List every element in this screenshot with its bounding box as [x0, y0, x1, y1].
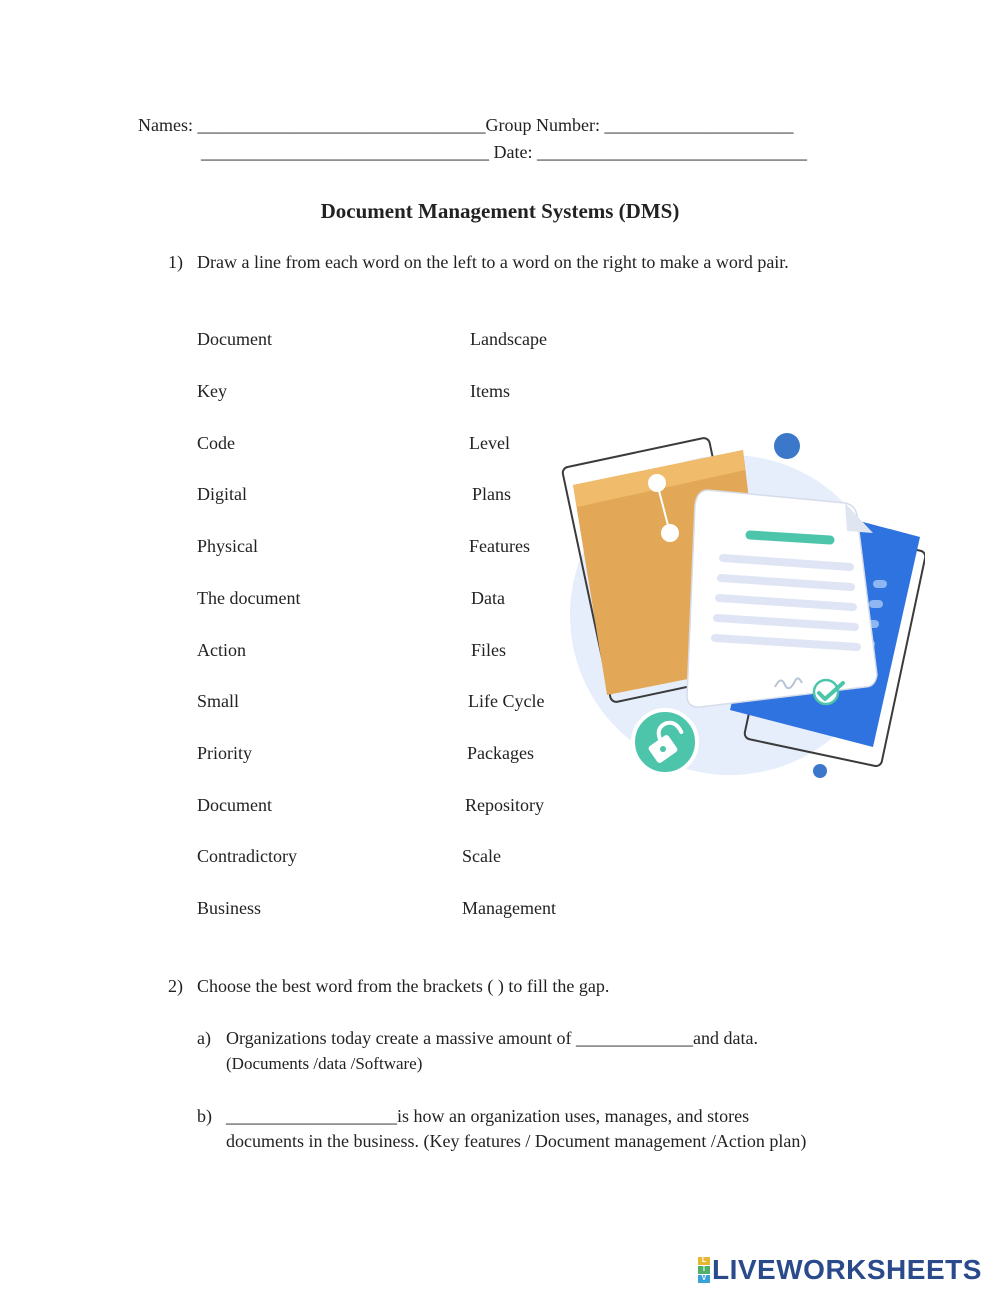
decorative-dot [813, 764, 827, 778]
right-word: Plans [472, 484, 512, 504]
left-word: Document [197, 329, 272, 349]
names-group-line: Names: ________________________________Group Number: _____________________ [138, 115, 794, 135]
right-word: Packages [467, 743, 534, 763]
document-icon [687, 490, 877, 707]
right-word: Life Cycle [468, 691, 545, 711]
left-word: Business [197, 898, 262, 918]
item-a-sentence: Organizations today create a massive amount of _____________and data. [226, 1028, 759, 1048]
item-a-options: (Documents /data /Software) [226, 1054, 423, 1073]
left-word: Document [197, 795, 272, 815]
left-word: Physical [197, 536, 258, 556]
right-word: Files [471, 640, 507, 660]
question-1-text: Draw a line from each word on the left to a word on the right to make a word pair. [197, 252, 789, 272]
document-illustration [555, 425, 925, 790]
logo-tile: V [698, 1275, 710, 1283]
right-word: Scale [462, 846, 501, 866]
left-word: Small [197, 691, 240, 711]
names-date-line: ________________________________ Date: ______________________________ [201, 142, 807, 162]
item-b-sentence-cont: documents in the business. (Key features / Document management /Action plan) [226, 1131, 807, 1151]
logo-tile: L [698, 1257, 710, 1265]
left-word: Contradictory [197, 846, 297, 866]
liveworksheets-logo [698, 1255, 982, 1285]
question-1-number: 1) [168, 252, 183, 272]
right-word: Repository [465, 795, 544, 815]
decorative-dot [774, 433, 800, 459]
question-2-number: 2) [168, 976, 183, 996]
padlock-icon [633, 710, 697, 774]
item-a-label: a) [197, 1028, 211, 1048]
left-word: Priority [197, 743, 253, 763]
left-word: Digital [197, 484, 247, 504]
left-word: Key [197, 381, 227, 401]
logo-tiles-icon [698, 1257, 710, 1283]
right-word: Level [469, 433, 510, 453]
right-word: Items [470, 381, 510, 401]
left-word: The document [197, 588, 301, 608]
item-b-label: b) [197, 1106, 212, 1126]
question-2-text: Choose the best word from the brackets ( ) to fill the gap. [197, 976, 610, 996]
page-title: Document Management Systems (DMS) [320, 199, 680, 223]
right-word: Features [469, 536, 530, 556]
right-word: Data [471, 588, 505, 608]
left-word: Code [197, 433, 235, 453]
left-word: Action [197, 640, 246, 660]
right-word: Management [462, 898, 556, 918]
item-b-sentence: ___________________is how an organization uses, manages, and stores [226, 1106, 750, 1126]
right-word: Landscape [470, 329, 547, 349]
logo-tile: I [698, 1266, 710, 1274]
logo-text: LIVEWORKSHEETS [712, 1254, 982, 1285]
